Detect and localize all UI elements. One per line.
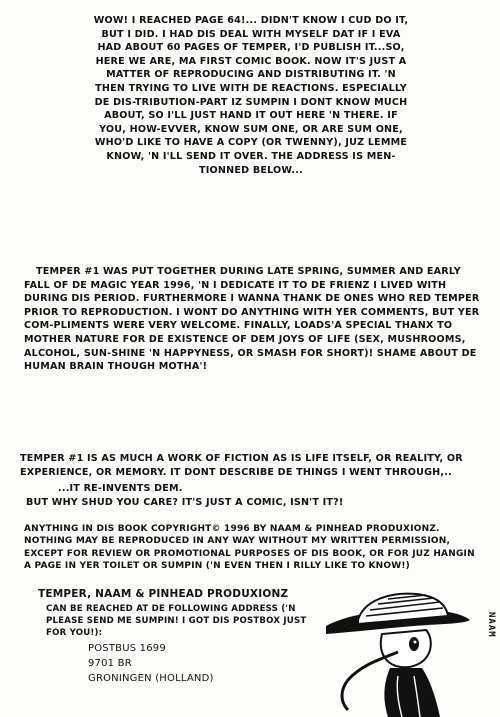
copyright-paragraph: ANYTHING IN DIS BOOK COPYRIGHT© 1996 BY NAAM & PINHEAD PRODUXIONZ. NOTHING MAY BE REPRODUCED IN ANY WAY WITHOUT MY WRITTEN PERMISSION, EXCEPT FOR REVIEW OR PROMOTIONAL PURPOSES OF DIS BOOK, OR FOR JUZ HANGIN A PAGE IN YER TOILET OR SUMPIN ('N EVEN THEN I RILLY LIKE TO KNOW!): [24, 524, 475, 572]
artist-signature: NAAM: [486, 612, 496, 638]
address-line-3: GRONINGEN (HOLLAND): [88, 673, 214, 684]
reinvents-line: ...IT RE-INVENTS DEM.: [58, 483, 183, 494]
postal-address: [88, 641, 288, 686]
contact-paragraph: CAN BE REACHED AT DE FOLLOWING ADDRESS ('N PLEASE SEND ME SUMPIN! I GOT DIS POSTBOX JUST FOR YOU!):: [46, 604, 307, 638]
address-line-2: 9701 BR: [88, 658, 132, 669]
fiction-paragraph: TEMPER #1 IS AS MUCH A WORK OF FICTION AS IS LIFE ITSELF, OR REALITY, OR EXPERIENCE, OR MEMORY. IT DONT DESCRIBE DE THINGS I WENT THROUGH,..: [20, 453, 463, 478]
reinvents-paragraph: [26, 482, 386, 509]
contact-heading: TEMPER, NAAM & PINHEAD PRODUXIONZ: [38, 588, 289, 600]
dedication-paragraph: TEMPER #1 WAS PUT TOGETHER DURING LATE SPRING, SUMMER AND EARLY FALL OF DE MAGIC YEAR 1996, 'N I DEDICATE IT TO DE FRIENZ I LIVED WITH DURING DIS PERIOD. FURTHERMORE I WANNA THANK DE ONES WHO RED TEMPER PRIOR TO REPRODUCTION. I WONT DO ANYTHING WITH YER COMMENTS, BUT YER COM-PLIMENTS WERE VERY WELCOME. FINALLY, LOADS'A SPECIAL THANX TO MOTHER NATURE FOR DE EXISTENCE OF DEM JOYS OF LIFE (SEX, MUSHROOMS, ALCOHOL, SUN-SHINE 'N HAPPYNESS, OR SMASH FOR SHORT)! SHAME ABOUT DE HUMAN BRAIN THOUGH MOTHA'!: [24, 266, 480, 373]
intro-paragraph: WOW! I REACHED PAGE 64!... DIDN'T KNOW I CUD DO IT, BUT I DID. I HAD DIS DEAL WITH MYSELF DAT IF I EVA HAD ABOUT 60 PAGES OF TEMPER, I'D PUBLISH IT...SO, HERE WE ARE, MA FIRST COMIC BOOK. NOW IT'S JUST A MATTER OF REPRODUCING AND DISTRIBUTING IT. 'N THEN TRYING TO LIVE WITH DE REACTIONS. ESPECIALLY DE DIS-TRIBUTION-PART IZ SUMPIN I DONT KNOW MUCH ABOUT, SO I'LL JUST HAND IT OUT HERE 'N THERE. IF YOU, HOW-EVVER, KNOW SUM ONE, OR ARE SUM ONE, WHO'D LIKE TO HAVE A COPY (OR TWENNY), JUZ LEMME KNOW, 'N I'LL SEND IT OVER. THE ADDRESS IS MEN-TIONNED BELOW...: [93, 15, 409, 176]
address-line-1: POSTBUS 1699: [88, 643, 166, 654]
why-care-line: BUT WHY SHUD YOU CARE? IT'S JUST A COMIC, ISN'T IT?!: [26, 496, 344, 508]
pinhead-character-drawing: [318, 584, 478, 717]
